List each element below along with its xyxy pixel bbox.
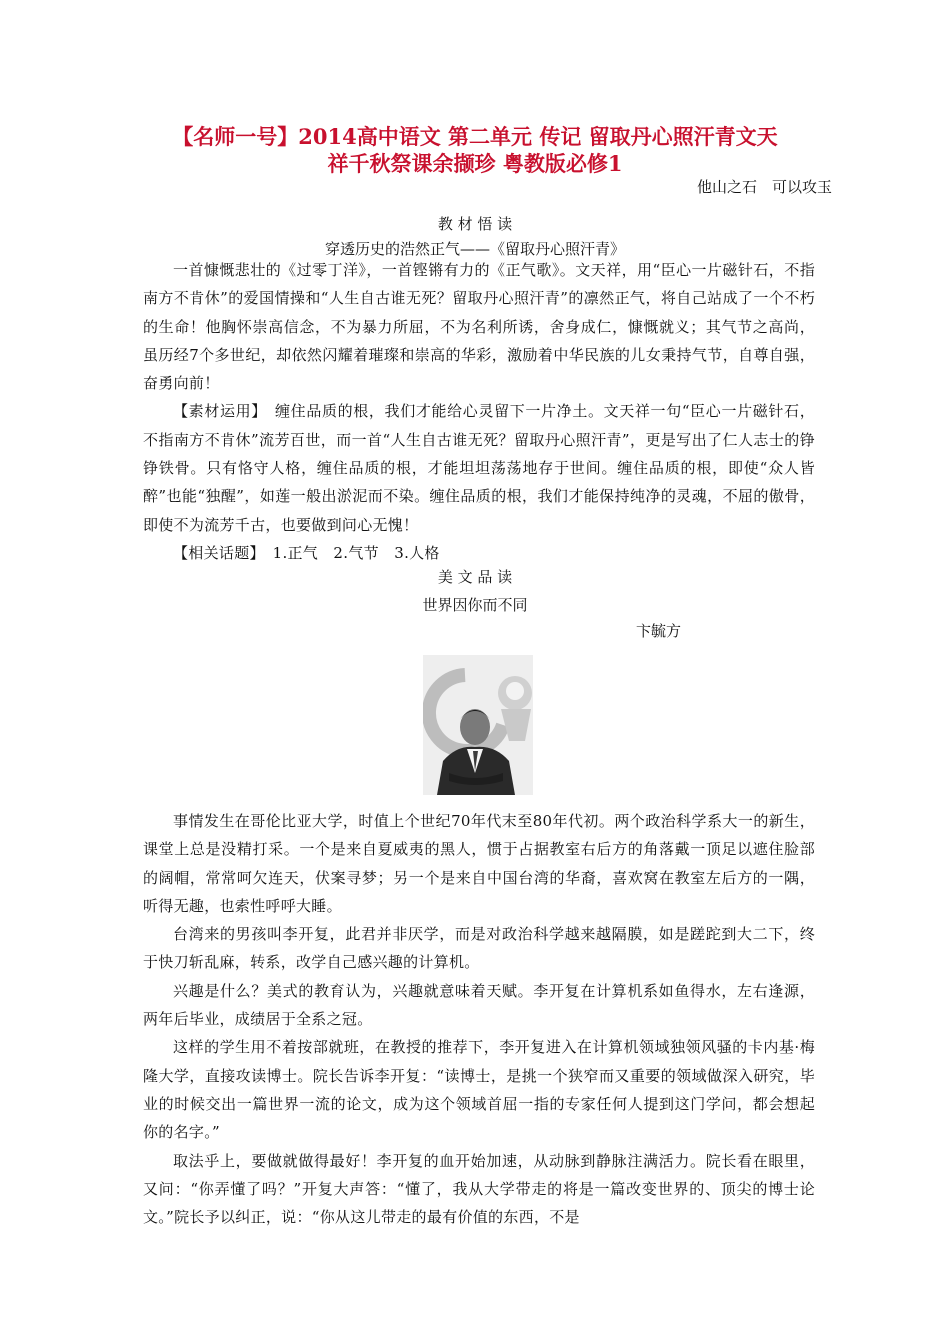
portrait-photo-graphic [423,655,533,795]
section1-body [143,256,815,567]
paragraph: 事情发生在哥伦比亚大学，时值上个世纪70年代末至80年代初。两个政治科学系大一的新生，课堂上总是没精打采。一个是来自夏威夷的黑人，惯于占据教室右后方的角落戴一顶足以遮住脸部的阔帽，常常呵欠连天，伏案寻梦；另一个是来自中国台湾的华裔，喜欢窝在教室左后方的一隅，听得无趣，也索性呼呼大睡。 [143,812,815,915]
paragraph: 这样的学生用不着按部就班，在教授的推荐下，李开复进入在计算机领域独领风骚的卡内基·梅隆大学，直接攻读博士。院长告诉李开复：“读博士，是挑一个狭窄而又重要的领域做深入研究，毕业的时候交出一篇世界一流的论文，成为这个领域首屈一指的专家任何人提到这门学问，都会想起你的名字。” [143,1038,815,1142]
paragraph: 【素材运用】 缠住品质的根，我们才能给心灵留下一片净土。文天祥一句“臣心一片磁针石，不指南方不肯休”流芳百世，而一首“人生自古谁无死？留取丹心照汗青”，更是写出了仁人志士的铮铮铁骨。只有恪守人格，缠住品质的根，才能坦坦荡荡地存于世间。缠住品质的根，即使“众人皆醉”也能“独醒”，如莲一般出淤泥而不染。缠住品质的根，我们才能保持纯净的灵魂，不屈的傲骨，即使不为流芳千古，也要做到问心无愧！ [143,402,815,534]
paragraph: 一首慷慨悲壮的《过零丁洋》，一首铿锵有力的《正气歌》。文天祥，用“臣心一片磁针石，不指南方不肯休”的爱国情操和“人生自古谁无死？留取丹心照汗青”的凛然正气，将自己站成了一个不朽的生命！他胸怀崇高信念，不为暴力所屈，不为名利所诱，舍身成仁，慷慨就义；其气节之高尚，虽历经7个多世纪，却依然闪耀着璀璨和崇高的华彩，激励着中华民族的儿女秉持气节，自尊自强，奋勇向前！ [143,261,815,393]
title-line-1: 【名师一号】2014高中语文 第二单元 传记 留取丹心照汗青文天 [172,124,778,149]
paragraph: 【相关话题】 1.正气 2.气节 3.人格 [173,543,440,562]
section1-subtitle: 穿透历史的浩然正气——《留取丹心照汗青》 [324,240,625,258]
article-title: 世界因你而不同 [422,596,528,614]
document-title [100,123,850,177]
section1-heading: 教 材 悟 读 [437,215,513,233]
paragraph: 取法乎上，要做就做得最好！李开复的血开始加速，从动脉到静脉注满活力。院长看在眼里，又问：“你弄懂了吗？”开复大声答：“懂了，我从大学带走的将是一篇改变世界的、顶尖的博士论文。”院长予以纠正，说：“你从这儿带走的最有价值的东西，不是 [143,1151,815,1227]
portrait-photo [423,655,533,795]
section-motto: 他山之石 可以攻玉 [696,178,832,196]
section2-heading: 美 文 品 读 [437,568,513,586]
article-author: 卞毓方 [636,622,682,640]
paragraph: 兴趣是什么？美式的教育认为，兴趣就意味着天赋。李开复在计算机系如鱼得水，左右逢源，两年后毕业，成绩居于全系之冠。 [143,981,815,1029]
paragraph: 台湾来的男孩叫李开复，此君并非厌学，而是对政治科学越来越隔膜，如是蹉跎到大二下，终于快刀斩乱麻，转系，改学自己感兴趣的计算机。 [143,925,815,972]
article-body [143,807,815,1231]
title-line-2: 祥千秋祭课余撷珍 粤教版必修1 [327,151,623,176]
